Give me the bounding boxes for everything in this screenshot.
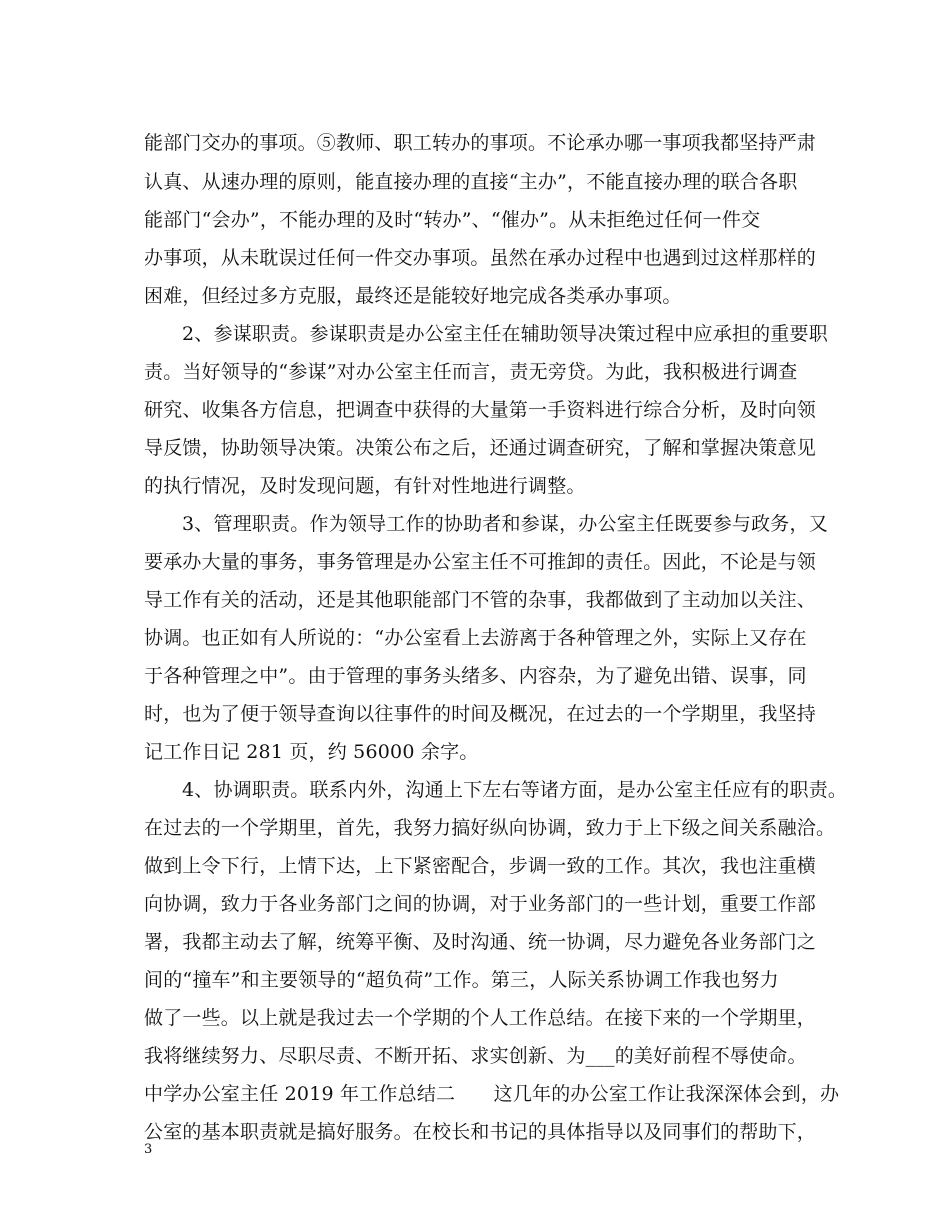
body-text-line: 我将继续努力、尽职尽责、不断开拓、求实创新、为___的美好前程不辱使命。 [144,1045,807,1067]
body-text-line: 要承办大量的事务，事务管理是办公室主任不可推卸的责任。因此，不论是与领 [144,551,817,573]
body-text-line: 在过去的一个学期里，首先，我努力搞好纵向协调，致力于上下级之间关系融洽。 [144,817,836,839]
body-text-line: 责。当好领导的“参谋”对办公室主任而言，责无旁贷。为此，我积极进行调查 [144,361,798,383]
body-text-line: 署，我都主动去了解，统筹平衡、及时沟通、统一协调，尽力避免各业务部门之 [144,931,817,953]
body-text-line: 导反馈，协助领导决策。决策公布之后，还通过调查研究，了解和掌握决策意见 [144,437,817,459]
body-text-line: 能部门“会办”，不能办理的及时“转办”、“催办”。从未拒绝过任何一件交 [144,209,761,231]
body-text-line: 协调。也正如有人所说的：“办公室看上去游离于各种管理之外，实际上又存在 [144,627,807,649]
body-text-line: 做了一些。以上就是我过去一个学期的个人工作总结。在接下来的一个学期里， [144,1007,817,1029]
body-text-line: 的执行情况，及时发现问题，有针对性地进行调整。 [144,475,586,497]
body-text-line: 时，也为了便于领导查询以往事件的时间及概况，在过去的一个学期里，我坚持 [144,703,817,725]
body-text-line: 导工作有关的活动，还是其他职能部门不管的杂事，我都做到了主动加以关注、 [144,589,817,611]
body-text-line: 中学办公室主任 2019 年工作总结二 这几年的办公室工作让我深深体会到，办 [144,1083,840,1105]
paragraph-start-line: 2、参谋职责。参谋职责是办公室主任在辅助领导决策过程中应承担的重要职 [182,323,828,345]
body-text-line: 做到上令下行，上情下达，上下紧密配合，步调一致的工作。其次，我也注重横 [144,855,817,877]
paragraph-start-line: 4、协调职责。联系内外，沟通上下左右等诸方面，是办公室主任应有的职责。 [182,779,848,801]
page-number: 3 [144,1142,153,1157]
body-text-line: 认真、从速办理的原则，能直接办理的直接“主办”，不能直接办理的联合各职 [144,171,798,193]
body-text-line: 间的“撞车”和主要领导的“超负荷”工作。第三，人际关系协调工作我也努力 [144,969,779,991]
body-text-line: 研究、收集各方信息，把调查中获得的大量第一手资料进行综合分析，及时向领 [144,399,817,421]
paragraph-start-line: 3、管理职责。作为领导工作的协助者和参谋，办公室主任既要参与政务，又 [182,513,828,535]
body-text-line: 于各种管理之中”。由于管理的事务头绪多、内容杂，为了避免出错、误事，同 [144,665,807,687]
body-text-line: 办事项，从未耽误过任何一件交办事项。虽然在承办过程中也遇到过这样那样的 [144,247,817,269]
body-text-line: 记工作日记 281 页，约 56000 余字。 [144,741,479,763]
body-text-line: 能部门交办的事项。⑤教师、职工转办的事项。不论承办哪一事项我都坚持严肃 [144,132,817,154]
body-text-line: 向协调，致力于各业务部门之间的协调，对于业务部门的一些计划，重要工作部 [144,893,817,915]
body-text-line: 公室的基本职责就是搞好服务。在校长和书记的具体指导以及同事们的帮助下， [144,1121,817,1143]
body-text-line: 困难，但经过多方克服，最终还是能较好地完成各类承办事项。 [144,285,682,307]
